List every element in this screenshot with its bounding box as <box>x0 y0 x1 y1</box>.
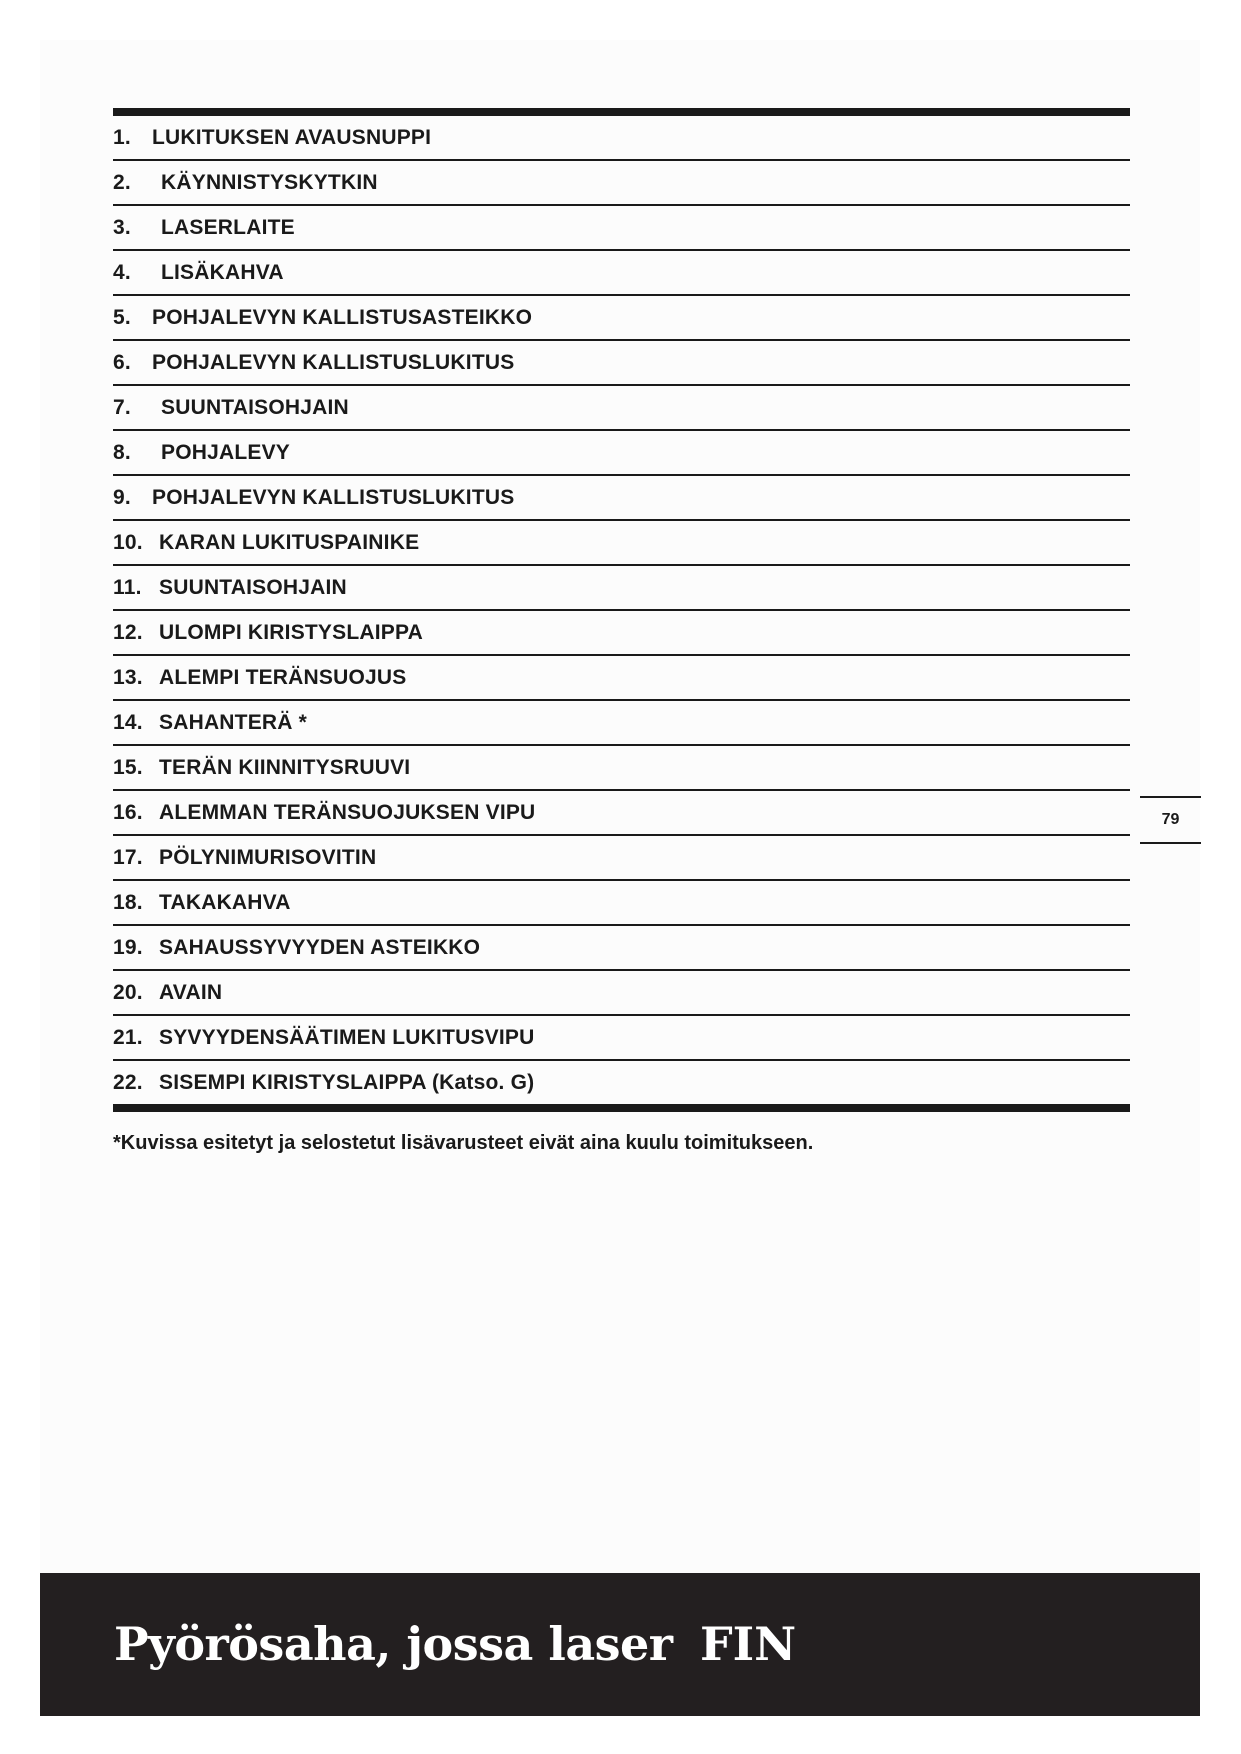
item-number: 6. <box>113 350 131 374</box>
item-number: 11. <box>113 575 142 599</box>
item-label: KÄYNNISTYSKYTKIN <box>161 170 378 194</box>
item-number: 7. <box>113 395 131 419</box>
item-label: LASERLAITE <box>161 215 295 239</box>
item-label: PÖLYNIMURISOVITIN <box>159 845 377 869</box>
item-number: 15. <box>113 755 143 779</box>
item-label: ALEMMAN TERÄNSUOJUKSEN VIPU <box>159 800 536 824</box>
list-item <box>113 161 1130 206</box>
item-label: KARAN LUKITUSPAINIKE <box>159 530 420 554</box>
item-number: 20. <box>113 980 143 1004</box>
list-item <box>113 431 1130 476</box>
item-label: SYVYYDENSÄÄTIMEN LUKITUSVIPU <box>159 1025 535 1049</box>
list-item <box>113 206 1130 251</box>
list-item <box>113 791 1130 836</box>
list-item <box>113 386 1130 431</box>
list-item <box>113 341 1130 386</box>
list-item <box>113 116 1130 161</box>
footer-title: Pyörösaha, jossa laser <box>114 1617 673 1671</box>
page-number <box>1140 796 1201 844</box>
list-item <box>113 1061 1130 1104</box>
item-number: 21. <box>113 1025 143 1049</box>
list-item <box>113 656 1130 701</box>
item-number: 3. <box>113 215 131 239</box>
item-label: SUUNTAISOHJAIN <box>159 575 347 599</box>
list-item <box>113 521 1130 566</box>
item-label: POHJALEVY <box>161 440 290 464</box>
item-number: 14. <box>113 710 143 734</box>
list-item <box>113 701 1130 746</box>
item-number: 2. <box>113 170 131 194</box>
item-number: 4. <box>113 260 131 284</box>
item-label: POHJALEVYN KALLISTUSLUKITUS <box>152 350 515 374</box>
footnote: *Kuvissa esitetyt ja selostetut lisävarusteet eivät aina kuulu toimitukseen. <box>113 1132 814 1154</box>
list-item <box>113 296 1130 341</box>
item-label: TAKAKAHVA <box>159 890 291 914</box>
item-label: LISÄKAHVA <box>161 260 284 284</box>
list-item <box>113 566 1130 611</box>
item-label: LUKITUKSEN AVAUSNUPPI <box>152 125 432 149</box>
parts-list <box>113 108 1130 1112</box>
item-label: AVAIN <box>159 980 223 1004</box>
list-item <box>113 476 1130 521</box>
list-item <box>113 836 1130 881</box>
item-label: ALEMPI TERÄNSUOJUS <box>159 665 407 689</box>
list-item <box>113 746 1130 791</box>
item-label: SUUNTAISOHJAIN <box>161 395 349 419</box>
item-label: TERÄN KIINNITYSRUUVI <box>159 755 411 779</box>
list-item <box>113 926 1130 971</box>
item-number: 19. <box>113 935 143 959</box>
footer-language: FIN <box>700 1617 797 1671</box>
list-item <box>113 251 1130 296</box>
item-number: 9. <box>113 485 131 509</box>
item-label: ULOMPI KIRISTYSLAIPPA <box>159 620 423 644</box>
footer-band <box>40 1573 1200 1716</box>
list-item <box>113 881 1130 926</box>
item-number: 13. <box>113 665 143 689</box>
item-number: 18. <box>113 890 143 914</box>
item-number: 5. <box>113 305 131 329</box>
item-number: 10. <box>113 530 143 554</box>
item-label: SISEMPI KIRISTYSLAIPPA (Katso. G) <box>159 1070 535 1094</box>
item-label: SAHAUSSYVYYDEN ASTEIKKO <box>159 935 481 959</box>
page-number-label: 79 <box>1161 811 1180 828</box>
item-number: 12. <box>113 620 143 644</box>
item-label: SAHANTERÄ * <box>159 710 308 734</box>
list-item <box>113 971 1130 1016</box>
list-item <box>113 611 1130 656</box>
item-number: 16. <box>113 800 143 824</box>
item-number: 8. <box>113 440 131 464</box>
item-number: 22. <box>113 1070 143 1094</box>
item-number: 17. <box>113 845 143 869</box>
item-number: 1. <box>113 125 131 149</box>
list-item <box>113 1016 1130 1061</box>
item-label: POHJALEVYN KALLISTUSASTEIKKO <box>152 305 533 329</box>
item-label: POHJALEVYN KALLISTUSLUKITUS <box>152 485 515 509</box>
